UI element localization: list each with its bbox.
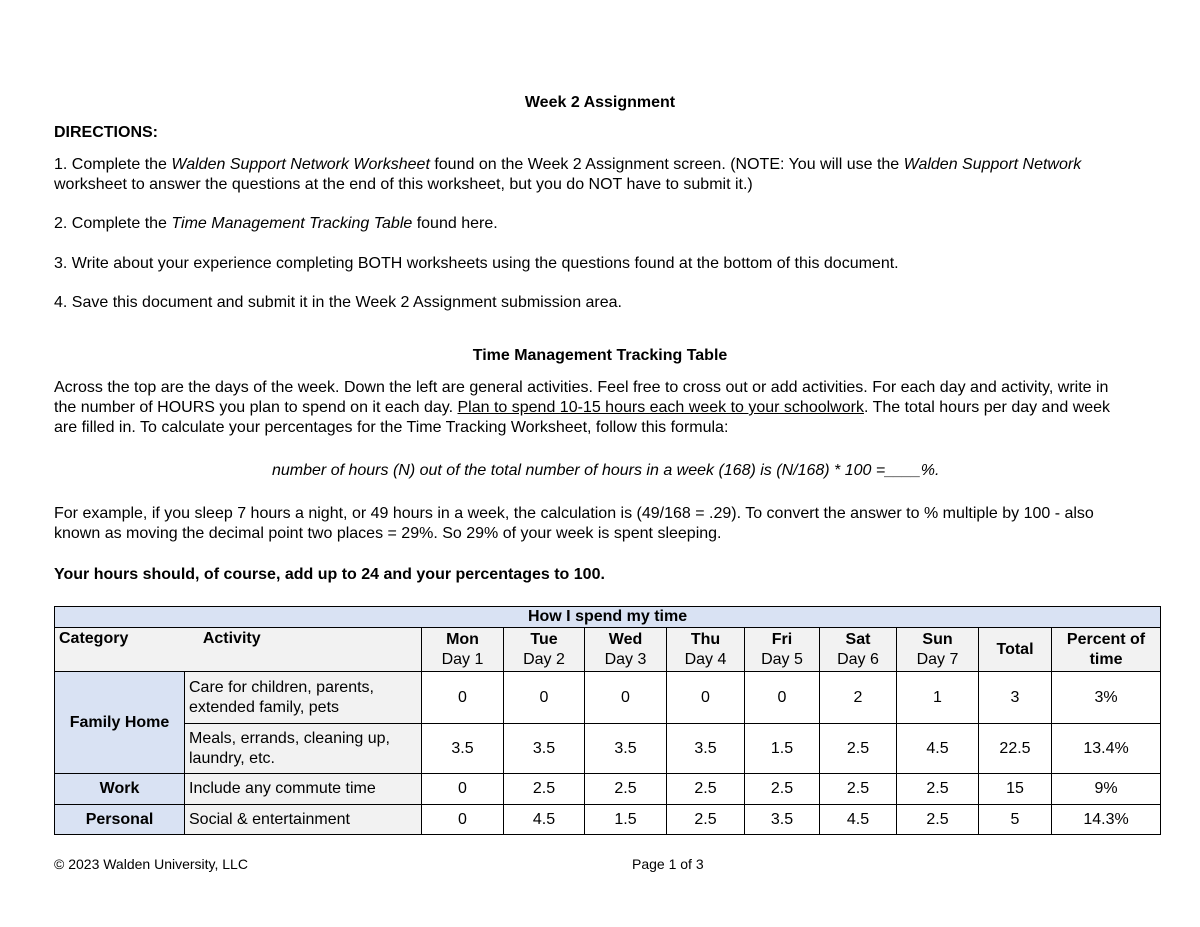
percent-cell: 13.4% [1052, 724, 1161, 774]
table-caption: How I spend my time [55, 607, 1161, 628]
total-cell: 3 [979, 672, 1052, 724]
header-percent: Percent of time [1052, 628, 1161, 672]
table-row [55, 805, 1161, 835]
value-cell: 2.5 [667, 805, 745, 835]
value-cell: 3.5 [585, 724, 667, 774]
header-total: Total [979, 628, 1052, 672]
header-category: Category [59, 630, 129, 647]
value-cell: 1 [897, 672, 979, 724]
directions-label: DIRECTIONS: [54, 124, 158, 141]
value-cell: 2.5 [745, 774, 820, 805]
value-cell: 2.5 [820, 724, 897, 774]
value-cell: 3.5 [504, 724, 585, 774]
table-header-row [55, 628, 1161, 672]
header-day-7: Sun Day 7 [897, 628, 979, 672]
header-category-activity [55, 628, 422, 672]
header-day-1: Mon Day 1 [422, 628, 504, 672]
header-day-5: Fri Day 5 [745, 628, 820, 672]
total-cell: 15 [979, 774, 1052, 805]
percent-cell: 9% [1052, 774, 1161, 805]
category-cell: Work [55, 774, 185, 805]
document-title: Week 2 Assignment [524, 94, 676, 111]
direction-4: 4. Save this document and submit it in the Week 2 Assignment submission area. [54, 294, 622, 311]
value-cell: 4.5 [820, 805, 897, 835]
activity-cell: Include any commute time [185, 774, 422, 805]
formula: number of hours (N) out of the total number of hours in a week (168) is (N/168) * 100 =____%. [272, 462, 940, 479]
table-row [55, 672, 1161, 724]
table-row [55, 774, 1161, 805]
activity-cell: Care for children, parents, extended family, pets [185, 672, 422, 724]
footer-copyright: © 2023 Walden University, LLC [54, 856, 248, 872]
percent-cell: 3% [1052, 672, 1161, 724]
value-cell: 0 [504, 672, 585, 724]
value-cell: 0 [745, 672, 820, 724]
percent-cell: 14.3% [1052, 805, 1161, 835]
section-title: Time Management Tracking Table [472, 347, 728, 364]
value-cell: 4.5 [504, 805, 585, 835]
value-cell: 2.5 [897, 774, 979, 805]
value-cell: 0 [585, 672, 667, 724]
emphasis-note: Your hours should, of course, add up to 24 and your percentages to 100. [54, 566, 605, 583]
value-cell: 0 [422, 774, 504, 805]
header-day-6: Sat Day 6 [820, 628, 897, 672]
category-cell: Family Home [55, 672, 185, 774]
value-cell: 0 [422, 672, 504, 724]
header-day-3: Wed Day 3 [585, 628, 667, 672]
value-cell: 3.5 [422, 724, 504, 774]
value-cell: 2 [820, 672, 897, 724]
footer-page-number: Page 1 of 3 [632, 856, 704, 872]
value-cell: 2.5 [504, 774, 585, 805]
header-day-2: Tue Day 2 [504, 628, 585, 672]
table-row [55, 724, 1161, 774]
value-cell: 0 [422, 805, 504, 835]
direction-3: 3. Write about your experience completing BOTH worksheets using the questions found at the bottom of this document. [54, 255, 899, 272]
time-tracking-table [54, 606, 1161, 835]
value-cell: 1.5 [745, 724, 820, 774]
value-cell: 3.5 [745, 805, 820, 835]
value-cell: 3.5 [667, 724, 745, 774]
value-cell: 4.5 [897, 724, 979, 774]
value-cell: 1.5 [585, 805, 667, 835]
activity-cell: Social & entertainment [185, 805, 422, 835]
intro-paragraph: Across the top are the days of the week. Down the left are general activities. Feel free to cross out or add activities. For each day and activity, write in the number of HOURS you plan to spend on it each day. Plan to spend 10-15 hours each week to your schoolwork. The total hours per day and week are filled in. To calculate your percentages for the Time Tracking Worksheet, follow this formula: [54, 379, 1111, 436]
total-cell: 5 [979, 805, 1052, 835]
activity-cell: Meals, errands, cleaning up, laundry, etc. [185, 724, 422, 774]
direction-2: 2. Complete the Time Management Tracking Table found here. [54, 215, 498, 232]
header-day-4: Thu Day 4 [667, 628, 745, 672]
value-cell: 2.5 [897, 805, 979, 835]
example-paragraph: For example, if you sleep 7 hours a night, or 49 hours in a week, the calculation is (49/168 = .29). To convert the answer to % multiple by 100 - also known as moving the decimal point two places = 29%. So 29% of your week is spent sleeping. [54, 505, 1094, 542]
header-activity: Activity [202, 630, 261, 647]
total-cell: 22.5 [979, 724, 1052, 774]
direction-1: 1. Complete the Walden Support Network Worksheet found on the Week 2 Assignment screen. (NOTE: You will use the Walden Support Network worksheet to answer the questions at the end of this worksheet, but you do NOT have to submit it.) [54, 156, 1082, 193]
value-cell: 2.5 [820, 774, 897, 805]
value-cell: 2.5 [585, 774, 667, 805]
value-cell: 2.5 [667, 774, 745, 805]
value-cell: 0 [667, 672, 745, 724]
category-cell: Personal [55, 805, 185, 835]
